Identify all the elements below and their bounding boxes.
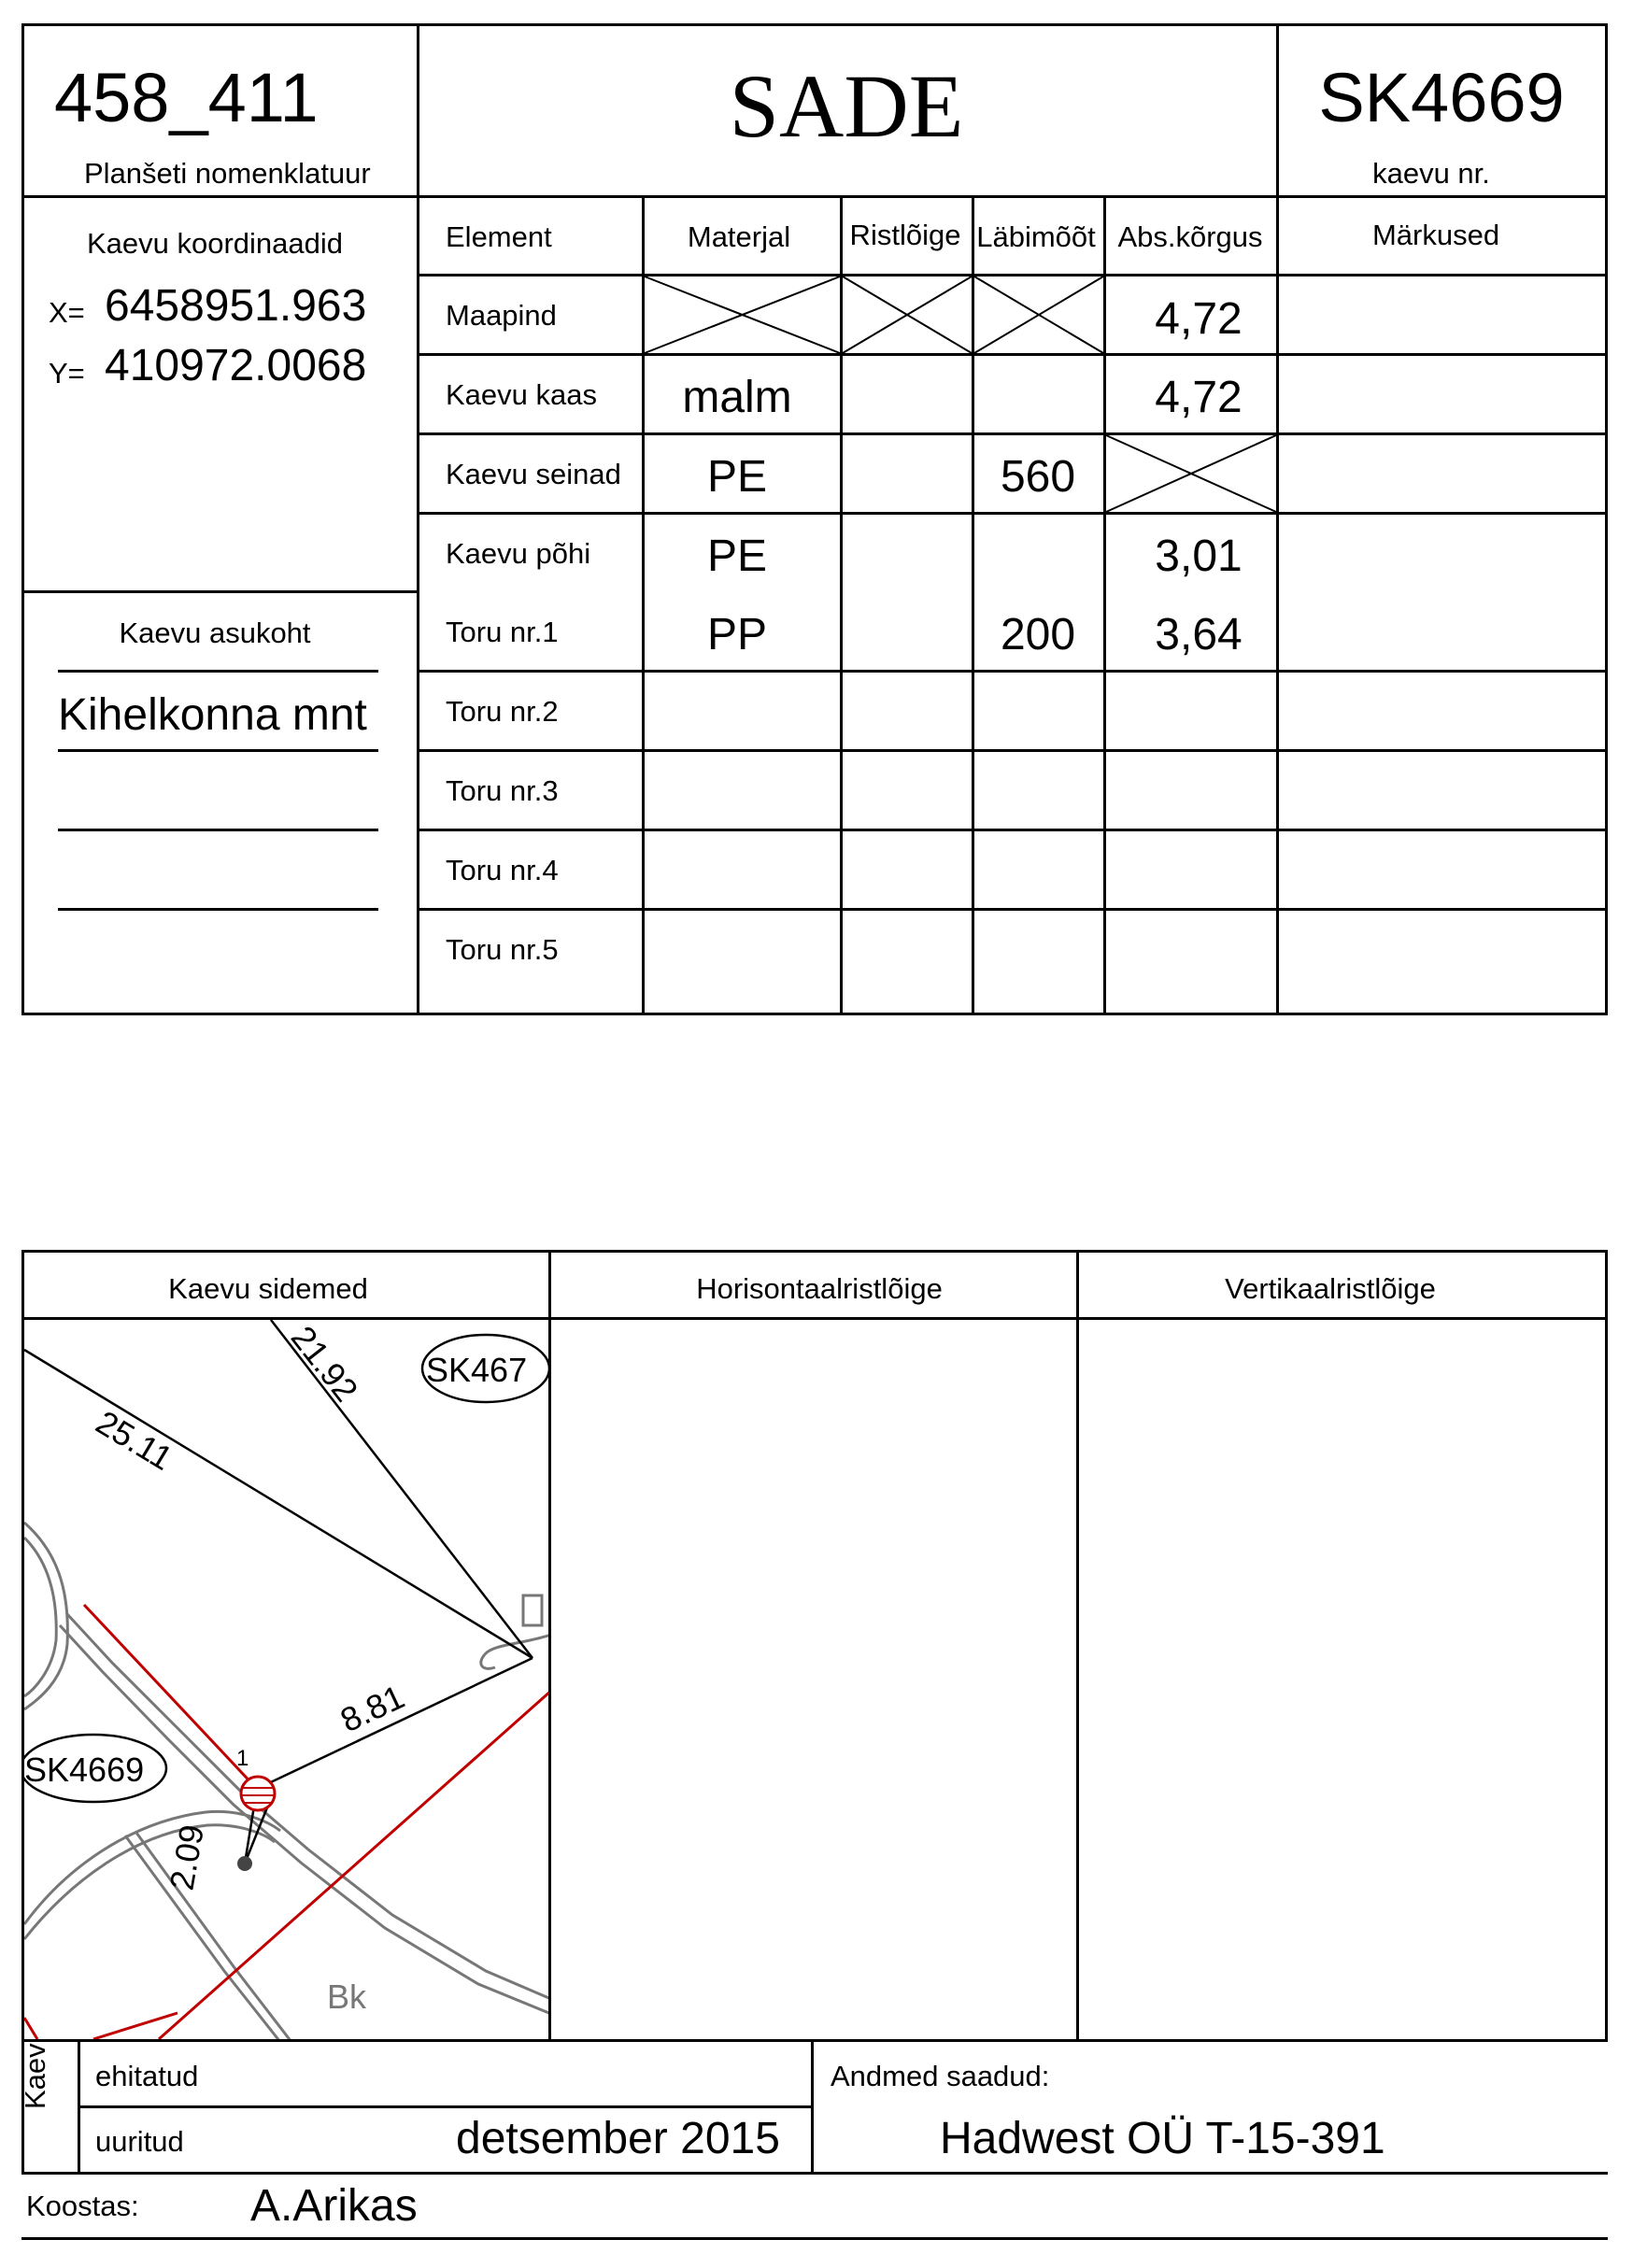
row-material: malm <box>682 373 792 422</box>
header-element: Element <box>446 220 552 253</box>
sheet-label: Planšeti nomenklatuur <box>84 157 371 190</box>
x-label: X= <box>49 296 85 329</box>
author-name: A.Arikas <box>250 2181 418 2231</box>
surveyed-date: detsember 2015 <box>456 2114 780 2163</box>
section-ties: Kaevu sidemed <box>168 1272 368 1305</box>
map-well-label: SK4669 <box>24 1751 145 1789</box>
header-height: Abs.kõrgus <box>1117 220 1263 253</box>
header-diameter: Läbimõõt <box>976 220 1096 253</box>
surveyed-label: uuritud <box>95 2125 184 2158</box>
section-vertical: Vertikaalristlõige <box>1225 1272 1436 1305</box>
x-value: 6458951.963 <box>105 281 367 331</box>
row-element: Maapind <box>446 299 557 332</box>
sheet-number: 458_411 <box>54 59 319 136</box>
row-element: Toru nr.5 <box>446 933 559 966</box>
y-label: Y= <box>49 357 85 390</box>
row-diameter: 200 <box>1000 610 1076 659</box>
row-height: 4,72 <box>1155 373 1242 422</box>
well-label: kaevu nr. <box>1372 157 1490 190</box>
header-material: Materjal <box>687 220 791 253</box>
row-element: Kaevu põhi <box>446 537 591 570</box>
data-source: Hadwest OÜ T-15-391 <box>940 2114 1385 2163</box>
row-element: Toru nr.4 <box>446 854 559 886</box>
row-material: PE <box>706 452 768 502</box>
row-diameter: 560 <box>1000 452 1076 502</box>
location-label: Kaevu asukoht <box>119 617 311 649</box>
kaev-vertical-label: Kaev <box>19 2043 51 2109</box>
row-height: 3,64 <box>1155 610 1242 659</box>
coordinates-label: Kaevu koordinaadid <box>86 227 344 260</box>
data-label: Andmed saadud: <box>831 2060 1050 2092</box>
row-material: PP <box>706 610 768 659</box>
tie-distance-label: 21.92 <box>283 1318 366 1409</box>
row-material: PE <box>706 532 768 581</box>
tie-distance-label: 25.11 <box>89 1402 179 1478</box>
row-height: 3,01 <box>1155 532 1242 581</box>
neighbor-well-label: SK467 <box>426 1351 528 1389</box>
location-value: Kihelkonna mnt <box>58 690 367 740</box>
row-element: Kaevu kaas <box>446 378 597 411</box>
row-element: Kaevu seinad <box>446 458 621 490</box>
tie-distance-label: 8.81 <box>334 1677 410 1740</box>
author-label: Koostas: <box>26 2190 139 2222</box>
tie-distance-label: 2.09 <box>162 1821 212 1893</box>
well-number: SK4669 <box>1318 59 1565 136</box>
y-value: 410972.0068 <box>105 341 367 390</box>
row-element: Toru nr.2 <box>446 695 559 728</box>
zone-label: Bk <box>327 1977 367 2016</box>
row-element: Toru nr.1 <box>446 616 559 648</box>
page-title: SADE <box>729 56 964 156</box>
built-label: ehitatud <box>95 2060 199 2092</box>
section-horizontal: Horisontaalristlõige <box>696 1272 943 1305</box>
header-notes: Märkused <box>1371 219 1500 251</box>
row-element: Toru nr.3 <box>446 774 559 807</box>
pipe-number-label: 1 <box>236 1746 249 1771</box>
row-height: 4,72 <box>1155 294 1242 344</box>
header-cross: Ristlõige <box>849 219 961 251</box>
